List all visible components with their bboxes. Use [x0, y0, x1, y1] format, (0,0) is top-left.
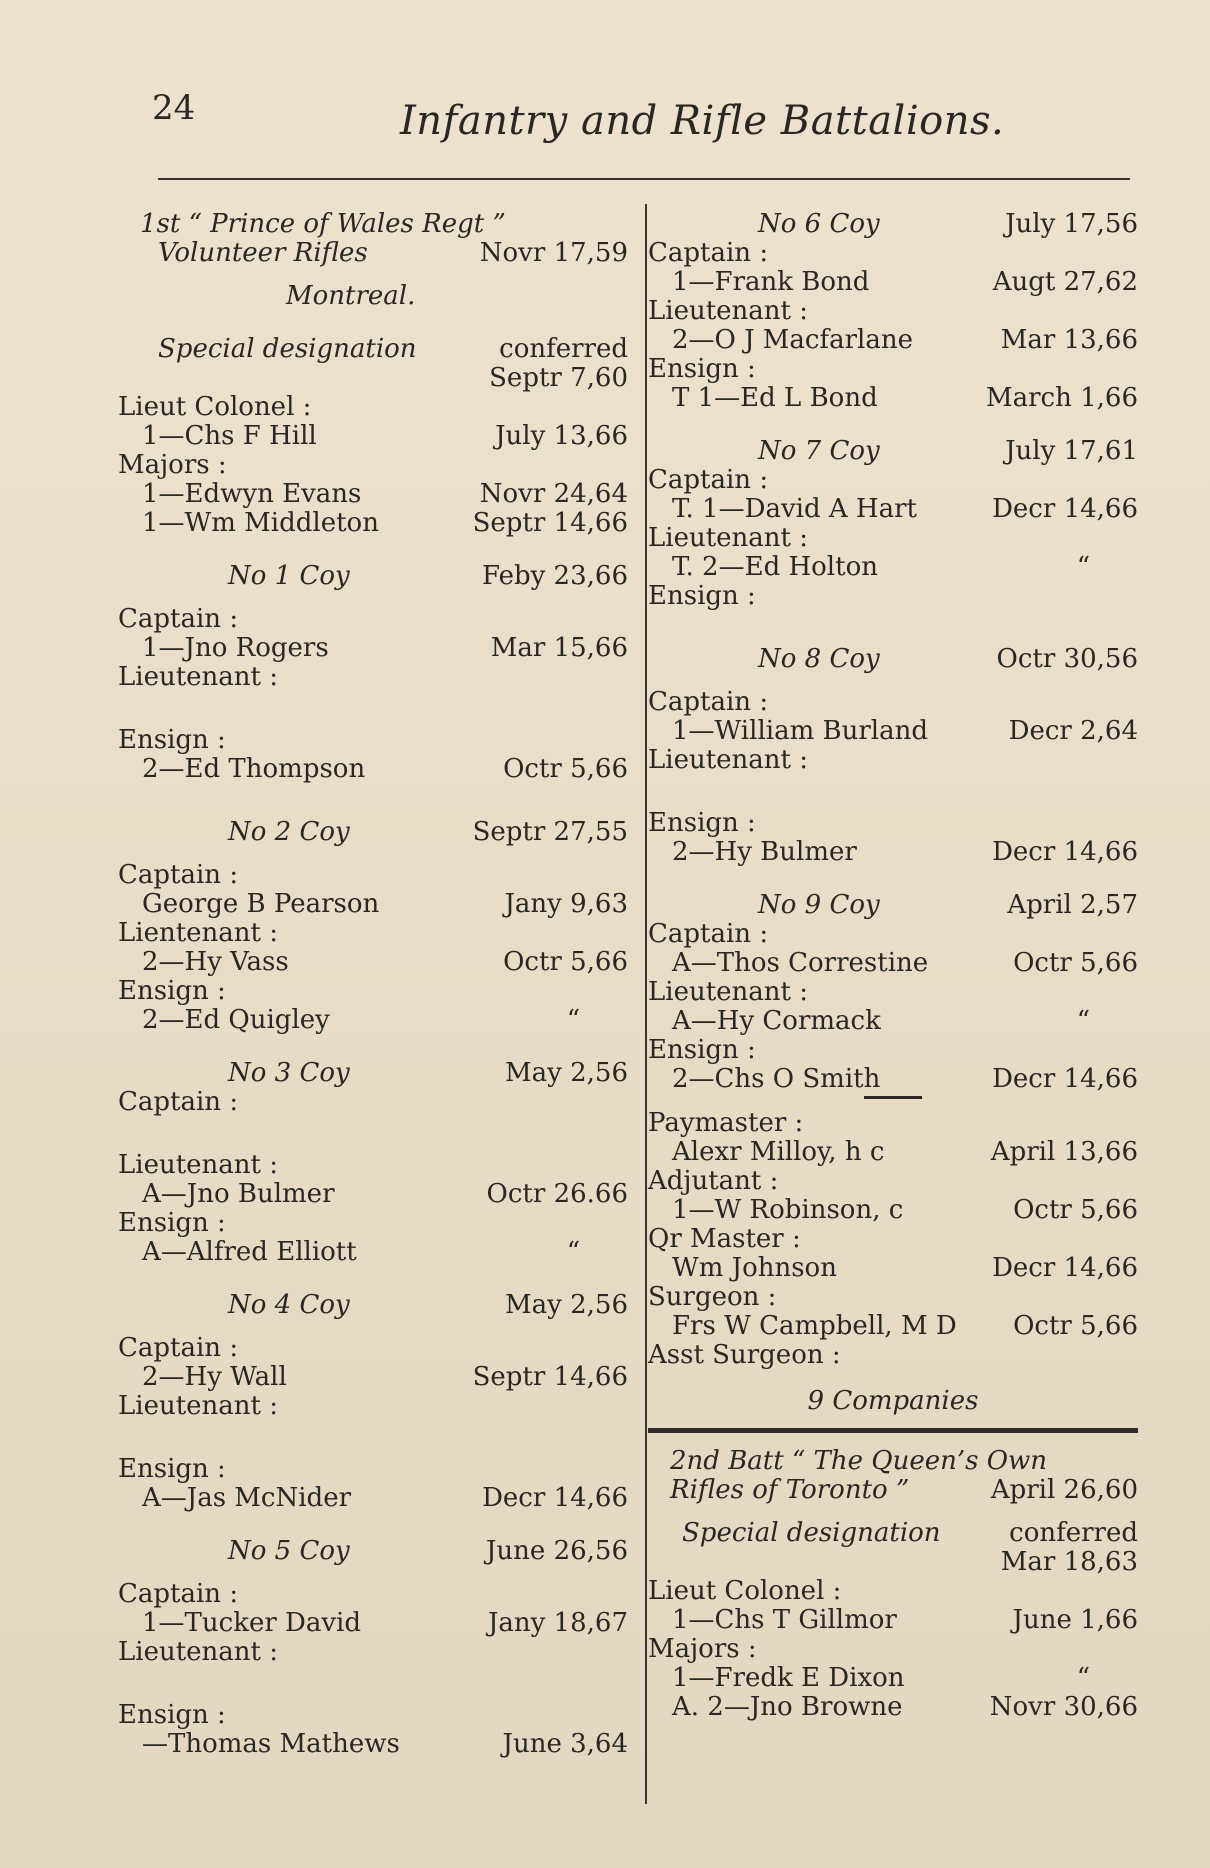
officer-entry: —Thomas Mathews June 3,64: [142, 1729, 628, 1759]
officer-entry: 1—Frank Bond Augt 27,62: [672, 267, 1138, 297]
officer-entry: 1—Chs F Hill July 13,66: [142, 421, 628, 451]
rank-heading: Qr Master :: [648, 1224, 801, 1254]
running-title: Infantry and Rifle Battalions.: [400, 98, 1005, 144]
officer-entry: George B Pearson Jany 9,63: [142, 889, 628, 919]
rank-heading: Asst Surgeon :: [648, 1340, 841, 1370]
rank-heading: Ensign :: [118, 976, 226, 1006]
rank-heading: Lieutenant :: [648, 745, 809, 775]
rank-heading: Ensign :: [118, 1208, 226, 1238]
officer-entry: 1—William Burland Decr 2,64: [672, 716, 1138, 746]
rank-heading: Paymaster :: [648, 1108, 804, 1138]
company-heading: No 9 Coy April 2,57: [758, 890, 1138, 920]
officer-entry: 1—Edwyn Evans Novr 24,64: [142, 479, 628, 509]
officer-entry: 2—Hy Wall Septr 14,66: [142, 1362, 628, 1392]
rank-heading: Ensign :: [648, 1035, 756, 1065]
officer-entry: A—Thos Correstine Octr 5,66: [672, 948, 1138, 978]
left-column: [118, 210, 628, 1759]
officer-entry: 1—W Robinson, c Octr 5,66: [672, 1195, 1138, 1225]
officer-entry: A—Jno Bulmer Octr 26.66: [142, 1179, 628, 1209]
rank-heading: Captain :: [118, 1087, 239, 1117]
rank-heading: Ensign :: [118, 725, 226, 755]
battalion-location: Montreal.: [286, 281, 416, 311]
company-heading: No 1 Coy Feby 23,66: [228, 561, 628, 591]
rank-heading: Majors :: [118, 450, 227, 480]
company-heading: No 7 Coy July 17,61: [758, 436, 1138, 466]
section-rule: [864, 1096, 922, 1099]
officer-entry: 1—Tucker David Jany 18,67: [142, 1608, 628, 1638]
designation-line: Special designation conferred: [682, 1518, 1138, 1548]
company-heading: No 4 Coy May 2,56: [228, 1290, 628, 1320]
company-heading: No 3 Coy May 2,56: [228, 1058, 628, 1088]
rank-heading: Lieutenant :: [118, 662, 279, 692]
header-rule: [158, 178, 1130, 180]
rank-heading: Ensign :: [648, 808, 756, 838]
officer-entry: 1—Fredk E Dixon “: [672, 1663, 1090, 1693]
designation-line: Special designation conferred: [158, 334, 628, 364]
rank-heading: Lieutenant :: [118, 1637, 279, 1667]
rank-heading: Majors :: [648, 1634, 757, 1664]
officer-entry: 2—Ed Thompson Octr 5,66: [142, 754, 628, 784]
rank-heading: Lieut Colonel :: [118, 392, 312, 422]
rank-heading: Captain :: [118, 1333, 239, 1363]
officer-entry: 2—Ed Quigley “: [142, 1005, 580, 1035]
officer-entry: 2—O J Macfarlane Mar 13,66: [672, 325, 1138, 355]
officer-entry: 2—Hy Bulmer Decr 14,66: [672, 837, 1138, 867]
right-column: [648, 210, 1138, 1722]
rank-heading: Adjutant :: [648, 1166, 779, 1196]
rank-heading: Ensign :: [118, 1700, 226, 1730]
companies-count: 9 Companies: [807, 1386, 979, 1416]
rank-heading: Lieut Colonel :: [648, 1576, 842, 1606]
rank-heading: Lieutenant :: [648, 296, 809, 326]
rank-heading: Captain :: [648, 687, 769, 717]
rank-heading: Surgeon :: [648, 1282, 777, 1312]
officer-entry: 2—Chs O Smith Decr 14,66: [672, 1064, 1138, 1094]
officer-entry: 1—Chs T Gillmor June 1,66: [672, 1605, 1138, 1635]
battalion-title-line: 2nd Batt “ The Queen’s Own: [670, 1446, 1048, 1476]
designation-date: Septr 7,60: [489, 363, 628, 393]
rank-heading: Lieutenant :: [648, 523, 809, 553]
rank-heading: Captain :: [648, 465, 769, 495]
battalion-title-line: Rifles of Toronto ” April 26,60: [670, 1475, 1138, 1505]
rank-heading: Captain :: [118, 1579, 239, 1609]
rank-heading: Captain :: [118, 860, 239, 890]
officer-entry: 1—Wm Middleton Septr 14,66: [142, 508, 628, 538]
officer-entry: Alexr Milloy, h c April 13,66: [672, 1137, 1138, 1167]
company-heading: No 2 Coy Septr 27,55: [228, 817, 628, 847]
officer-entry: Wm Johnson Decr 14,66: [672, 1253, 1138, 1283]
officer-entry: A—Hy Cormack “: [672, 1006, 1090, 1036]
rank-heading: Lieutenant :: [118, 1391, 279, 1421]
rank-heading: Captain :: [648, 919, 769, 949]
officer-entry: T. 2—Ed Holton “: [672, 552, 1090, 582]
rank-heading: Ensign :: [648, 581, 756, 611]
officer-entry: T 1—Ed L Bond March 1,66: [672, 383, 1138, 413]
column-divider: [645, 204, 647, 1804]
battalion-title-line: Volunteer Rifles Novr 17,59: [158, 238, 628, 268]
officer-entry: A—Jas McNider Decr 14,66: [142, 1483, 628, 1513]
company-heading: No 5 Coy June 26,56: [228, 1536, 628, 1566]
officer-entry: 1—Jno Rogers Mar 15,66: [142, 633, 628, 663]
rank-heading: Captain :: [118, 604, 239, 634]
officer-entry: 2—Hy Vass Octr 5,66: [142, 947, 628, 977]
rank-heading: Lieutenant :: [118, 1150, 279, 1180]
rank-heading: Ensign :: [648, 354, 756, 384]
officer-entry: Frs W Campbell, M D Octr 5,66: [672, 1311, 1138, 1341]
rank-heading: Captain :: [648, 238, 769, 268]
battalion-title-line: 1st “ Prince of Wales Regt ”: [140, 209, 506, 239]
page-number: 24: [152, 88, 196, 128]
designation-date: Mar 18,63: [1000, 1547, 1138, 1577]
officer-entry: A—Alfred Elliott “: [142, 1237, 580, 1267]
rank-heading: Ensign :: [118, 1454, 226, 1484]
section-rule-thick: [648, 1428, 1138, 1433]
officer-entry: A. 2—Jno Browne Novr 30,66: [672, 1692, 1138, 1722]
rank-heading: Lieutenant :: [648, 977, 809, 1007]
officer-entry: T. 1—David A Hart Decr 14,66: [672, 494, 1138, 524]
company-heading: No 8 Coy Octr 30,56: [758, 644, 1138, 674]
company-heading: No 6 Coy July 17,56: [758, 209, 1138, 239]
rank-heading: Lientenant :: [118, 918, 279, 948]
